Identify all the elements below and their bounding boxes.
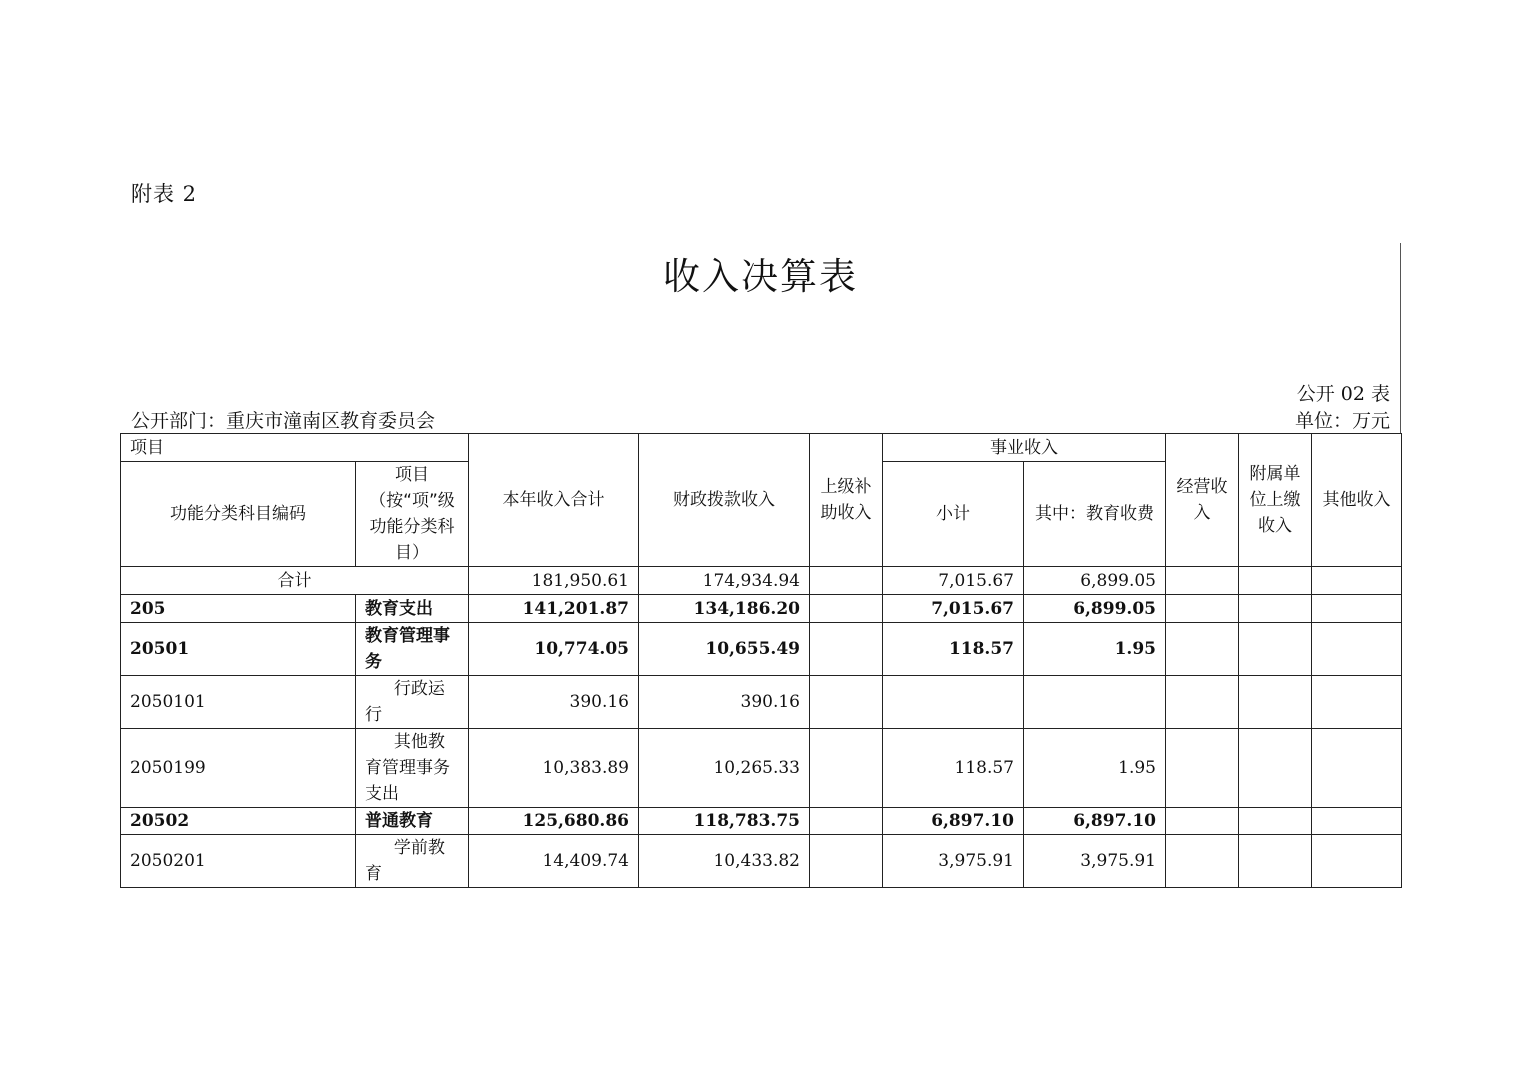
row-superior — [810, 623, 883, 676]
row-education-fee: 6,897.10 — [1024, 808, 1166, 835]
header-code: 功能分类科目编码 — [121, 462, 356, 567]
row-subtotal: 7,015.67 — [883, 595, 1024, 623]
row-other — [1312, 835, 1402, 888]
row-other — [1312, 676, 1402, 729]
total-education-fee-cell: 6,899.05 — [1024, 567, 1166, 595]
table-row — [121, 808, 1402, 835]
row-fiscal: 10,433.82 — [639, 835, 810, 888]
row-operating — [1166, 676, 1239, 729]
row-total-income: 141,201.87 — [469, 595, 639, 623]
attachment-label: 附表 2 — [131, 182, 198, 206]
row-code: 205 — [121, 595, 356, 623]
row-subtotal: 118.57 — [883, 729, 1024, 808]
table-row — [121, 595, 1402, 623]
row-fiscal: 10,265.33 — [639, 729, 810, 808]
row-fiscal: 134,186.20 — [639, 595, 810, 623]
header-fiscal: 财政拨款收入 — [639, 434, 810, 567]
row-education-fee: 6,899.05 — [1024, 595, 1166, 623]
row-fiscal: 118,783.75 — [639, 808, 810, 835]
row-total-income: 125,680.86 — [469, 808, 639, 835]
header-operating-income: 经营收入 — [1166, 434, 1239, 567]
table-row — [121, 676, 1402, 729]
row-name: 普通教育 — [356, 808, 469, 835]
row-affiliated — [1239, 835, 1312, 888]
row-other — [1312, 729, 1402, 808]
total-row — [121, 567, 1402, 595]
header-education-fee: 其中：教育收费 — [1024, 462, 1166, 567]
row-education-fee — [1024, 676, 1166, 729]
row-subtotal: 6,897.10 — [883, 808, 1024, 835]
row-superior — [810, 729, 883, 808]
row-education-fee: 1.95 — [1024, 623, 1166, 676]
row-total-income: 10,774.05 — [469, 623, 639, 676]
total-operating-cell — [1166, 567, 1239, 595]
row-fiscal: 10,655.49 — [639, 623, 810, 676]
department-label: 公开部门：重庆市潼南区教育委员会 — [131, 410, 436, 432]
row-code: 2050199 — [121, 729, 356, 808]
header-other-income: 其他收入 — [1312, 434, 1402, 567]
row-operating — [1166, 808, 1239, 835]
row-total-income: 390.16 — [469, 676, 639, 729]
row-affiliated — [1239, 676, 1312, 729]
unit-label: 单位：万元 — [1294, 410, 1390, 432]
row-superior — [810, 595, 883, 623]
row-code: 20502 — [121, 808, 356, 835]
row-name: 行政运行 — [356, 676, 469, 729]
row-name: 教育管理事务 — [356, 623, 469, 676]
row-operating — [1166, 729, 1239, 808]
row-name: 其他教育管理事务支出 — [356, 729, 469, 808]
row-other — [1312, 595, 1402, 623]
total-superior-cell — [810, 567, 883, 595]
total-affiliated-cell — [1239, 567, 1312, 595]
table-row — [121, 623, 1402, 676]
row-code: 20501 — [121, 623, 356, 676]
row-superior — [810, 808, 883, 835]
total-label: 合计 — [121, 567, 469, 595]
table-row — [121, 729, 1402, 808]
row-name: 学前教育 — [356, 835, 469, 888]
total-fiscal-cell: 174,934.94 — [639, 567, 810, 595]
row-name: 教育支出 — [356, 595, 469, 623]
row-other — [1312, 808, 1402, 835]
row-total-income: 14,409.74 — [469, 835, 639, 888]
page-title: 收入决算表 — [663, 255, 858, 298]
row-education-fee: 1.95 — [1024, 729, 1166, 808]
header-superior-subsidy: 上级补助收入 — [810, 434, 883, 567]
row-total-income: 10,383.89 — [469, 729, 639, 808]
header-business-income: 事业收入 — [883, 434, 1166, 462]
row-affiliated — [1239, 729, 1312, 808]
row-subtotal: 118.57 — [883, 623, 1024, 676]
income-table — [120, 433, 1402, 888]
row-fiscal: 390.16 — [639, 676, 810, 729]
row-code: 2050101 — [121, 676, 356, 729]
table-row — [121, 835, 1402, 888]
row-affiliated — [1239, 808, 1312, 835]
row-education-fee: 3,975.91 — [1024, 835, 1166, 888]
total-income-cell: 181,950.61 — [469, 567, 639, 595]
row-code: 2050201 — [121, 835, 356, 888]
total-subtotal-cell: 7,015.67 — [883, 567, 1024, 595]
header-affiliated-income: 附属单位上缴收入 — [1239, 434, 1312, 567]
total-other-cell — [1312, 567, 1402, 595]
row-affiliated — [1239, 595, 1312, 623]
header-subtotal: 小计 — [883, 462, 1024, 567]
row-superior — [810, 676, 883, 729]
row-other — [1312, 623, 1402, 676]
row-superior — [810, 835, 883, 888]
row-operating — [1166, 835, 1239, 888]
header-item-name: 项目（按“项”级功能分类科目） — [356, 462, 469, 567]
row-affiliated — [1239, 623, 1312, 676]
row-operating — [1166, 595, 1239, 623]
row-subtotal — [883, 676, 1024, 729]
table-number: 公开 02 表 — [1296, 383, 1390, 405]
header-project: 项目 — [121, 434, 469, 462]
row-subtotal: 3,975.91 — [883, 835, 1024, 888]
row-operating — [1166, 623, 1239, 676]
header-total-income: 本年收入合计 — [469, 434, 639, 567]
margin-line — [1400, 243, 1401, 433]
